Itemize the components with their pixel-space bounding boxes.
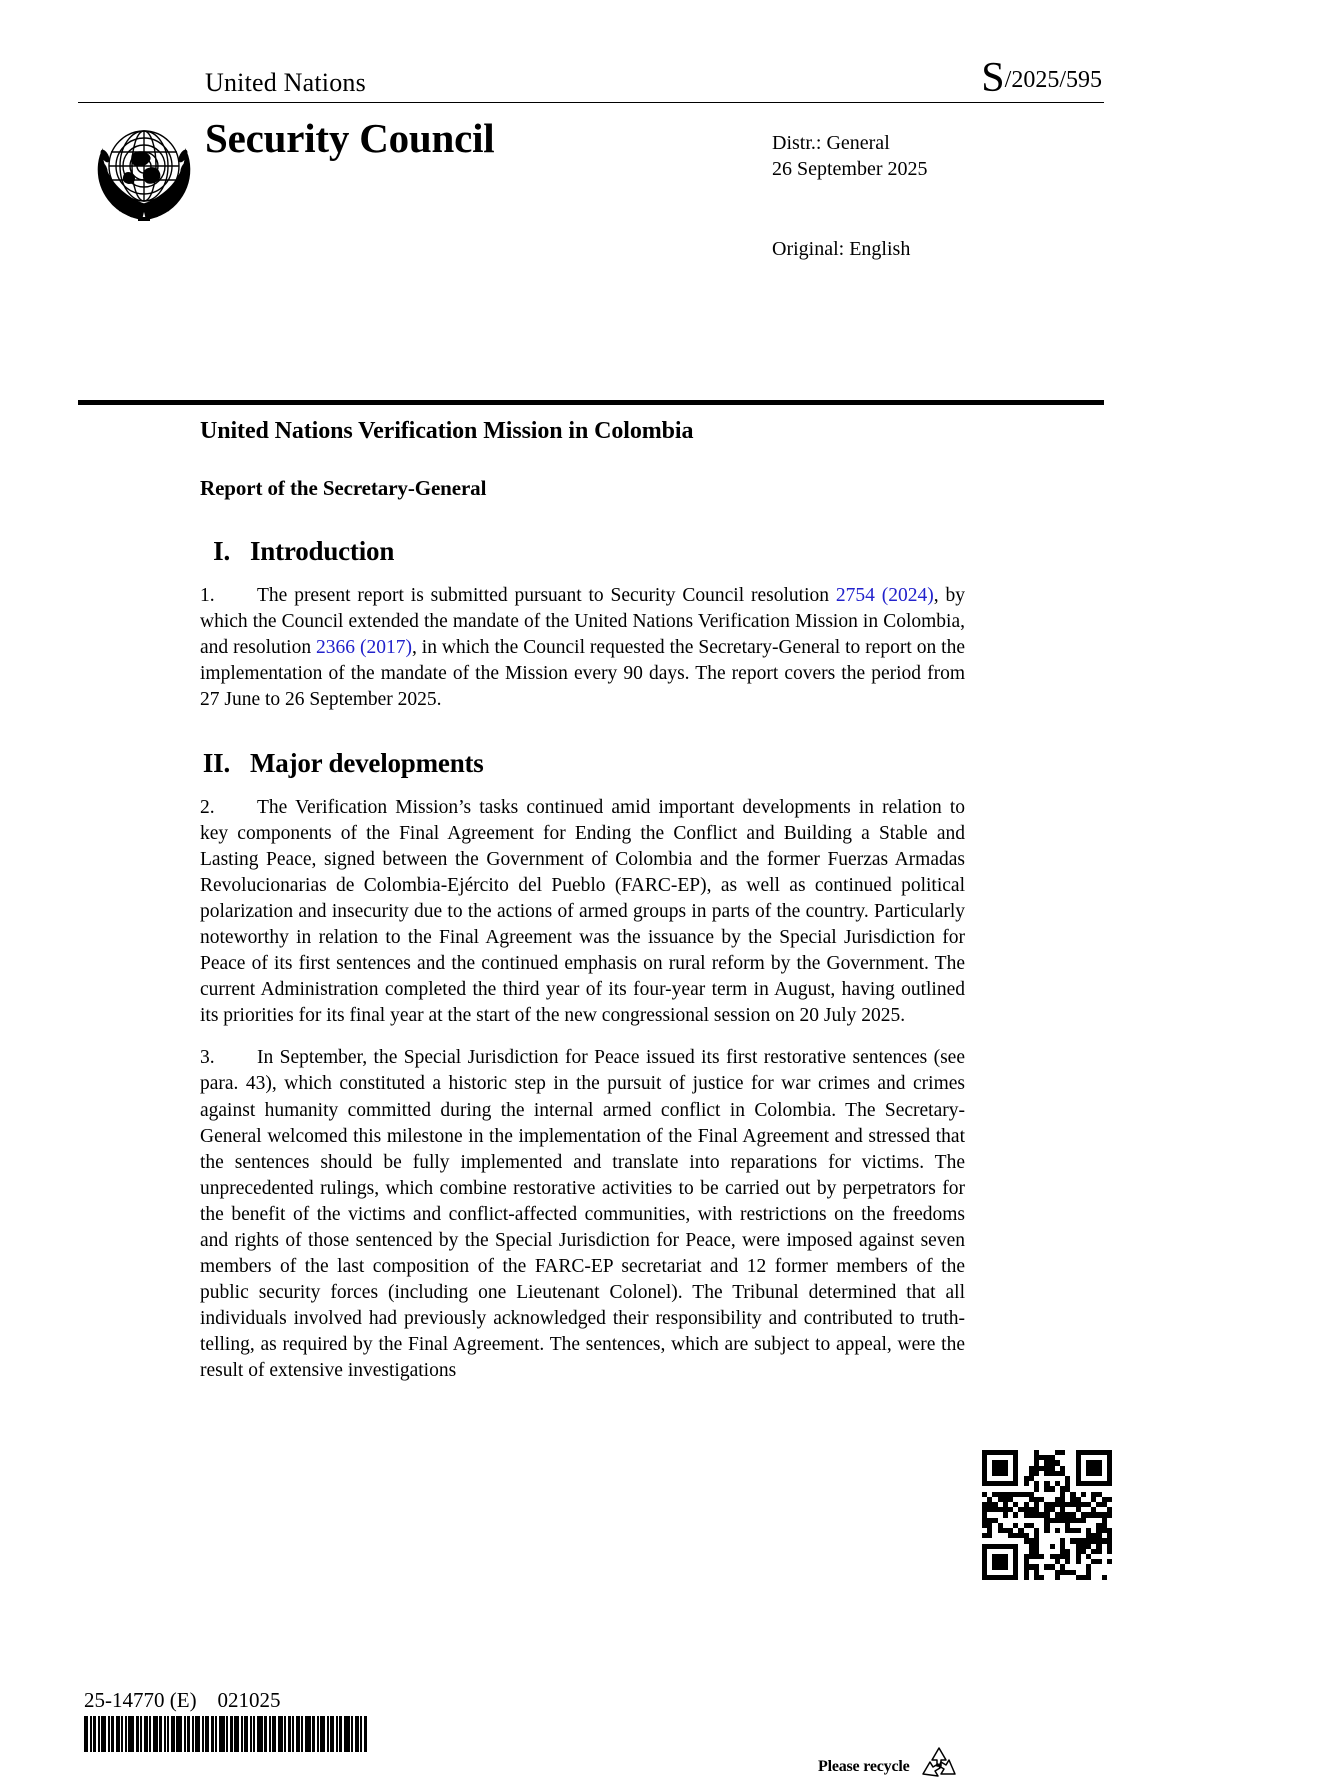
- original-language: Original: English: [772, 238, 911, 260]
- page-subtitle: Report of the Secretary-General: [200, 476, 487, 500]
- masthead-top-row: [78, 52, 1104, 102]
- document-symbol: [981, 55, 1104, 102]
- qr-code: [982, 1450, 1112, 1580]
- document-date: 26 September 2025: [772, 158, 928, 180]
- paragraph-text: In September, the Special Jurisdiction for Peace issued its first restorative sentences (see para. 43), which constituted a historic step in the pursuit of justice for war crimes and crimes against humanity committed during the internal armed conflict in Colombia. The Secretary-General welcomed this milestone in the implementation of the Final Agreement and stressed that the sentences should be fully implemented and translate into reparations for victims. The unprecedented rulings, which combine restorative activities to be carried out by perpetrators for the benefit of the victims and conflict-affected communities, with restrictions on the freedoms and rights of those sentenced by the Special Jurisdiction for Peace, were imposed against seven members of the last composition of the FARC-EP secretariat and 12 former members of the public security forces (including one Lieutenant Colonel). The Tribunal determined that all individuals involved had previously acknowledged their responsibility and contributed to truth-telling, as required by the Final Agreement. The sentences, which are subject to appeal, were the result of extensive investigations: [200, 1047, 965, 1381]
- section-heading-text: Major developments: [250, 748, 484, 779]
- paragraph-number: 3.: [200, 1047, 215, 1069]
- document-symbol-prefix: S: [981, 55, 1005, 102]
- recycle-notice: [818, 1744, 961, 1789]
- document-symbol-rest: /2025/595: [1004, 67, 1102, 94]
- un-emblem-icon: [88, 116, 200, 224]
- body-paragraph: [200, 583, 965, 713]
- section-numeral: I.: [213, 536, 230, 566]
- job-number: 25-14770 (E) 021025: [84, 1688, 281, 1712]
- paragraph-number: 1.: [200, 585, 215, 606]
- distribution-label: Distr.: General: [772, 132, 890, 154]
- masthead-body: [78, 108, 1104, 278]
- section-heading: [200, 748, 965, 779]
- recycle-icon: [917, 1744, 961, 1789]
- masthead-divider: [78, 102, 1104, 103]
- barcode: [84, 1716, 368, 1752]
- page-title: United Nations Verification Mission in Colombia: [200, 418, 694, 444]
- paragraph-text: , in which the Council requested the Secretary-General to report on the implementation of the mandate of the Mission every 90 days. The report covers the period from 27 June to 26 September 2025.: [200, 637, 965, 711]
- body-paragraph: [200, 795, 965, 1029]
- resolution-link[interactable]: 2366 (2017): [316, 637, 412, 659]
- sections-container: [200, 536, 965, 1384]
- distribution-block: [772, 130, 928, 182]
- section-heading: [200, 536, 965, 567]
- title-divider: [78, 400, 1104, 405]
- body-paragraph: [200, 1045, 965, 1383]
- section-numeral: II.: [202, 748, 230, 779]
- organ-title: Security Council: [205, 115, 495, 161]
- section-heading-text: Introduction: [250, 536, 395, 566]
- paragraph-text: The Verification Mission’s tasks continued amid important developments in relation to key components of the Final Agreement for Ending the Conflict and Building a Stable and Lasting Peace, signed between the Government of Colombia and the former Fuerzas Armadas Revolucionarias de Colombia-Ejército del Pueblo (FARC-EP), as well as continued political polarization and insecurity due to the actions of armed groups in parts of the country. Particularly noteworthy in relation to the Final Agreement was the issuance by the Special Jurisdiction for Peace of its first sentences and the continued emphasis on rural reform by the Government. The current Administration completed the third year of its four-year term in August, having outlined its priorities for its final year at the start of the new congressional session on 20 July 2025.: [200, 797, 965, 1027]
- page-footer: [0, 1660, 1344, 1792]
- resolution-link[interactable]: 2754 (2024): [835, 585, 934, 606]
- paragraph-text: , by which the Council extended the mandate of the United Nations Verification Mission in Colombia, and resolution: [200, 585, 966, 659]
- masthead: [78, 52, 1104, 102]
- recycle-label: Please recycle: [818, 1757, 910, 1775]
- document-content: [200, 410, 965, 1384]
- paragraph-text: The present report is submitted pursuant to Security Council resolution: [257, 585, 836, 606]
- paragraph-number: 2.: [200, 797, 215, 819]
- organization-name: United Nations: [205, 68, 366, 97]
